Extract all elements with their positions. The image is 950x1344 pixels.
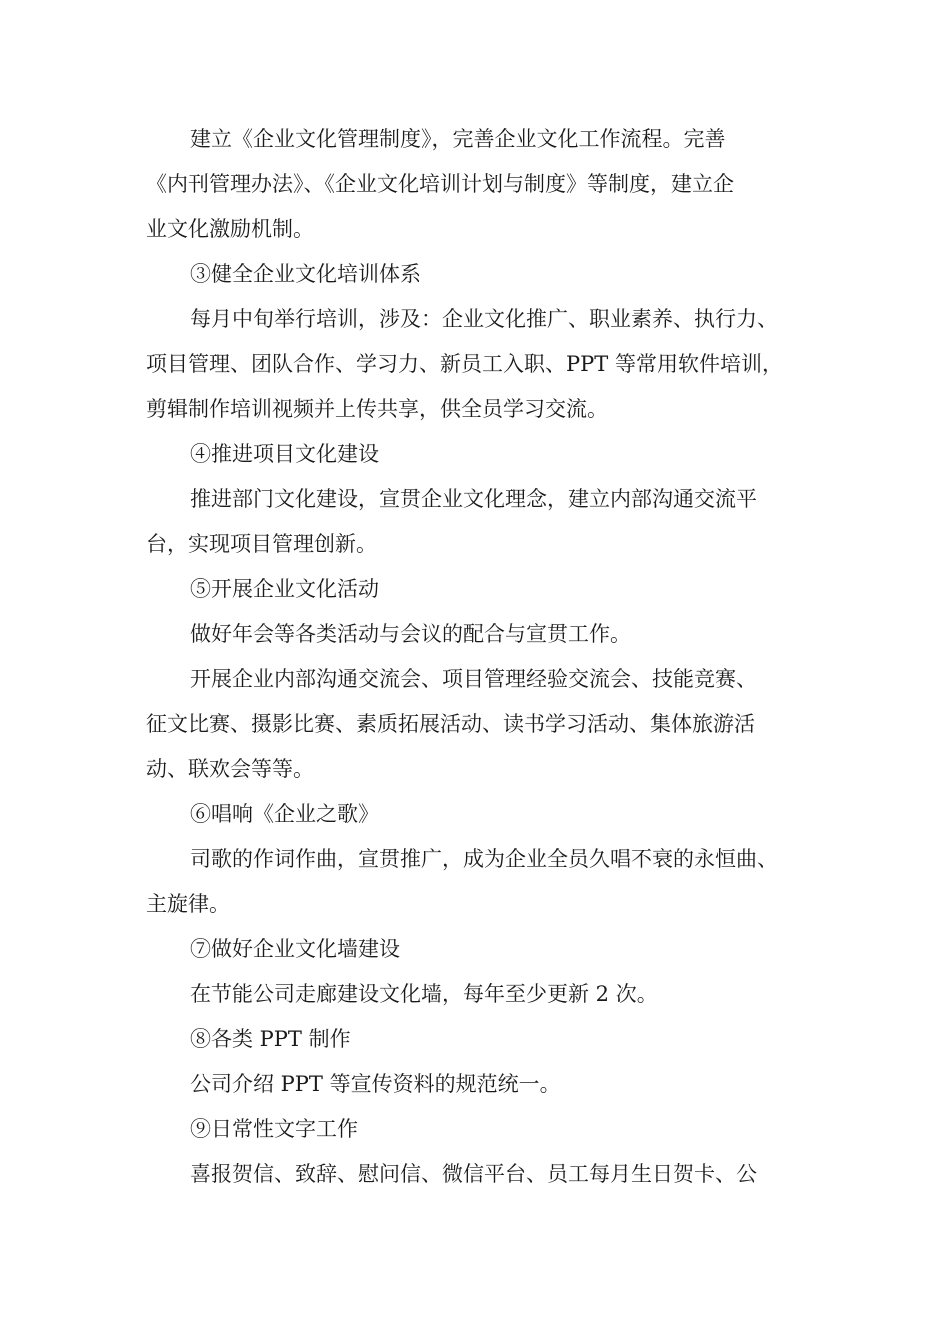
text-line: 喜报贺信、致辞、慰问信、微信平台、员工每月生日贺卡、公 xyxy=(190,1162,757,1186)
paragraph-ppt xyxy=(146,1062,826,1107)
heading-daily-writing xyxy=(146,1107,826,1152)
paragraph-activities xyxy=(146,657,826,792)
text-line: 主旋律。 xyxy=(146,892,230,916)
paragraph-training xyxy=(146,297,826,432)
text-line: ④推进项目文化建设 xyxy=(190,442,379,466)
text-line: ⑨日常性文字工作 xyxy=(190,1117,358,1141)
text-line: 在节能公司走廊建设文化墙，每年至少更新 2 次。 xyxy=(190,982,658,1006)
paragraph-culture-wall xyxy=(146,972,826,1017)
text-line: 剪辑制作培训视频并上传共享，供全员学习交流。 xyxy=(146,397,608,421)
text-line: ⑤开展企业文化活动 xyxy=(190,577,379,601)
text-line: 司歌的作词作曲，宣贯推广，成为企业全员久唱不衰的永恒曲、 xyxy=(190,847,778,871)
text-line: 公司介绍 PPT 等宣传资料的规范统一。 xyxy=(190,1072,561,1096)
text-line: 项目管理、团队合作、学习力、新员工入职、PPT 等常用软件培训， xyxy=(146,352,783,376)
text-line: 建立《企业文化管理制度》，完善企业文化工作流程。完善 xyxy=(190,127,726,151)
text-line: 开展企业内部沟通交流会、项目管理经验交流会、技能竞赛、 xyxy=(190,667,757,691)
text-line: ⑦做好企业文化墙建设 xyxy=(190,937,400,961)
paragraph-project-culture xyxy=(146,477,826,567)
paragraph-annual-meeting xyxy=(146,612,826,657)
text-line: 台，实现项目管理创新。 xyxy=(146,532,377,556)
text-line: 每月中旬举行培训，涉及：企业文化推广、职业素养、执行力、 xyxy=(190,307,778,331)
heading-company-song xyxy=(146,792,826,837)
text-line: 《内刊管理办法》、《企业文化培训计划与制度》等制度，建立企 xyxy=(146,172,734,196)
paragraph-daily-writing xyxy=(146,1152,826,1197)
text-line: 业文化激励机制。 xyxy=(146,217,314,241)
heading-project-culture xyxy=(146,432,826,477)
paragraph-company-song xyxy=(146,837,826,927)
text-line: ⑧各类 PPT 制作 xyxy=(190,1027,351,1051)
heading-training-system xyxy=(146,252,826,297)
text-line: 推进部门文化建设，宣贯企业文化理念，建立内部沟通交流平 xyxy=(190,487,757,511)
text-line: ③健全企业文化培训体系 xyxy=(190,262,421,286)
text-line: ⑥唱响《企业之歌》 xyxy=(190,802,379,826)
text-line: 动、联欢会等等。 xyxy=(146,757,314,781)
heading-culture-activities xyxy=(146,567,826,612)
heading-culture-wall xyxy=(146,927,826,972)
text-line: 征文比赛、摄影比赛、素质拓展活动、读书学习活动、集体旅游活 xyxy=(146,712,755,736)
paragraph-system-building xyxy=(146,117,826,252)
heading-ppt xyxy=(146,1017,826,1062)
text-line: 做好年会等各类活动与会议的配合与宣贯工作。 xyxy=(190,622,631,646)
